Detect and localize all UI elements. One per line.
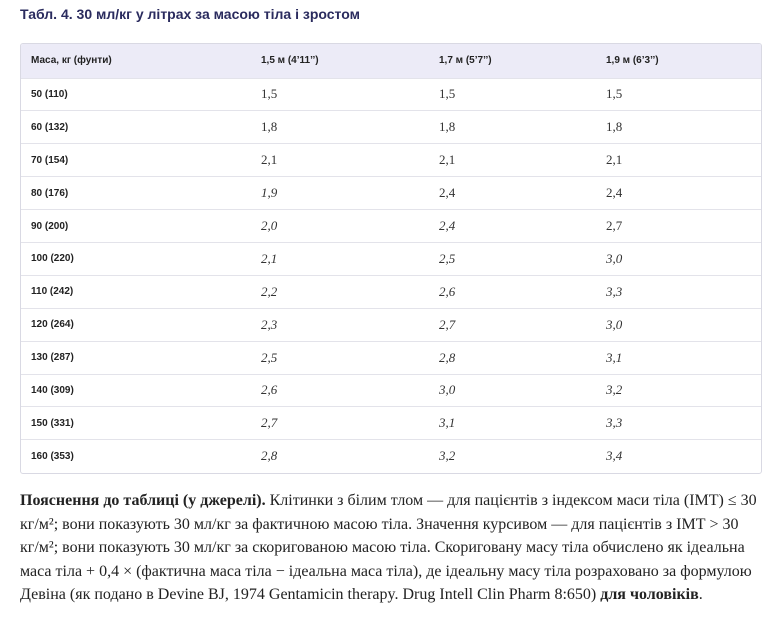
mass-cell: 150 (331) <box>31 417 74 429</box>
volume-cell: 2,4 <box>606 185 623 201</box>
header-height-190: 1,9 м (6’3’’) <box>606 55 659 67</box>
volume-cell: 2,5 <box>261 349 278 365</box>
volume-cell: 3,2 <box>439 448 456 464</box>
table-row <box>21 111 761 144</box>
table-row <box>21 242 761 275</box>
mass-cell: 110 (242) <box>31 286 74 298</box>
volume-cell: 2,6 <box>439 283 456 299</box>
volume-cell: 2,1 <box>606 152 623 168</box>
mass-cell: 90 (200) <box>31 220 69 232</box>
volume-cell: 3,0 <box>439 382 456 398</box>
mass-cell: 70 (154) <box>31 154 69 166</box>
table-row <box>21 440 761 473</box>
table-row <box>21 308 761 341</box>
table-row <box>21 374 761 407</box>
volume-cell: 1,8 <box>439 119 456 135</box>
volume-table <box>21 44 761 473</box>
table-note <box>20 489 760 607</box>
table-body <box>21 78 761 473</box>
volume-cell: 2,5 <box>439 250 456 266</box>
table-caption: Табл. 4. 30 мл/кг у літрах за масою тіла і зростом <box>20 6 360 22</box>
volume-cell: 2,7 <box>606 218 623 233</box>
volume-cell: 3,1 <box>439 415 456 431</box>
volume-cell: 2,7 <box>261 415 278 431</box>
mass-cell: 60 (132) <box>31 121 69 133</box>
note-lead: Пояснення до таблиці (у джерелі). <box>20 492 266 509</box>
table-row <box>21 177 761 210</box>
volume-cell: 3,3 <box>606 415 623 431</box>
volume-cell: 2,1 <box>439 152 456 168</box>
volume-cell: 2,0 <box>261 218 278 233</box>
mass-cell: 100 (220) <box>31 253 74 265</box>
note-end: . <box>698 586 703 603</box>
mass-cell: 50 (110) <box>31 88 68 100</box>
note-body: Клітинки з білим тлом — для пацієнтів з індексом маси тіла (ІМТ) ≤ 30 кг/м²; вони показують 30 мл/кг за фактичною масою тіла. Значення курсивом — для пацієнтів з ІМТ > 30 кг/м²; вони показують 30 мл/кг за скоригованою масою тіла. Скориговану масу тіла обчислено як ідеальна маса тіла + 0,4 × (фактична маса тіла − ідеальна маса тіла), де ідеальну масу тіла розраховано за формулою Девіна (як подано в Devine BJ, 1974 Gentamicin therapy. Drug Intell Clin Pharm 8:650) <box>20 492 757 603</box>
volume-cell: 2,1 <box>261 250 278 266</box>
volume-cell: 2,8 <box>261 448 278 464</box>
volume-cell: 2,6 <box>261 382 278 398</box>
volume-cell: 1,8 <box>261 119 278 135</box>
table-row <box>21 341 761 374</box>
note-tail: для чоловіків <box>600 586 699 603</box>
volume-cell: 1,9 <box>261 185 278 201</box>
header-mass: Маса, кг (фунти) <box>31 55 112 67</box>
volume-cell: 2,3 <box>261 316 278 332</box>
volume-cell: 3,0 <box>606 316 623 332</box>
volume-cell: 3,1 <box>606 349 623 365</box>
data-table-container <box>20 43 762 474</box>
volume-cell: 1,5 <box>261 86 278 102</box>
volume-cell: 2,2 <box>261 283 278 299</box>
mass-cell: 80 (176) <box>31 187 69 199</box>
volume-cell: 1,8 <box>606 119 623 135</box>
table-row <box>21 407 761 440</box>
volume-cell: 1,5 <box>439 86 456 102</box>
table-row <box>21 210 761 243</box>
table-header-row <box>21 44 761 78</box>
table-row <box>21 78 761 111</box>
volume-cell: 3,3 <box>606 283 623 299</box>
volume-cell: 3,0 <box>606 250 623 266</box>
mass-cell: 140 (309) <box>31 384 74 396</box>
mass-cell: 160 (353) <box>31 450 74 462</box>
volume-cell: 2,4 <box>439 185 456 201</box>
volume-cell: 3,4 <box>606 448 623 464</box>
volume-cell: 2,1 <box>261 152 278 168</box>
volume-cell: 2,4 <box>439 218 456 233</box>
volume-cell: 2,7 <box>439 316 456 332</box>
table-row <box>21 275 761 308</box>
header-height-170: 1,7 м (5’7’’) <box>439 55 492 67</box>
mass-cell: 120 (264) <box>31 319 74 331</box>
mass-cell: 130 (287) <box>31 352 74 364</box>
volume-cell: 3,2 <box>606 382 623 398</box>
volume-cell: 1,5 <box>606 86 623 102</box>
volume-cell: 2,8 <box>439 349 456 365</box>
header-height-150: 1,5 м (4’11’’) <box>261 55 319 67</box>
table-row <box>21 144 761 177</box>
